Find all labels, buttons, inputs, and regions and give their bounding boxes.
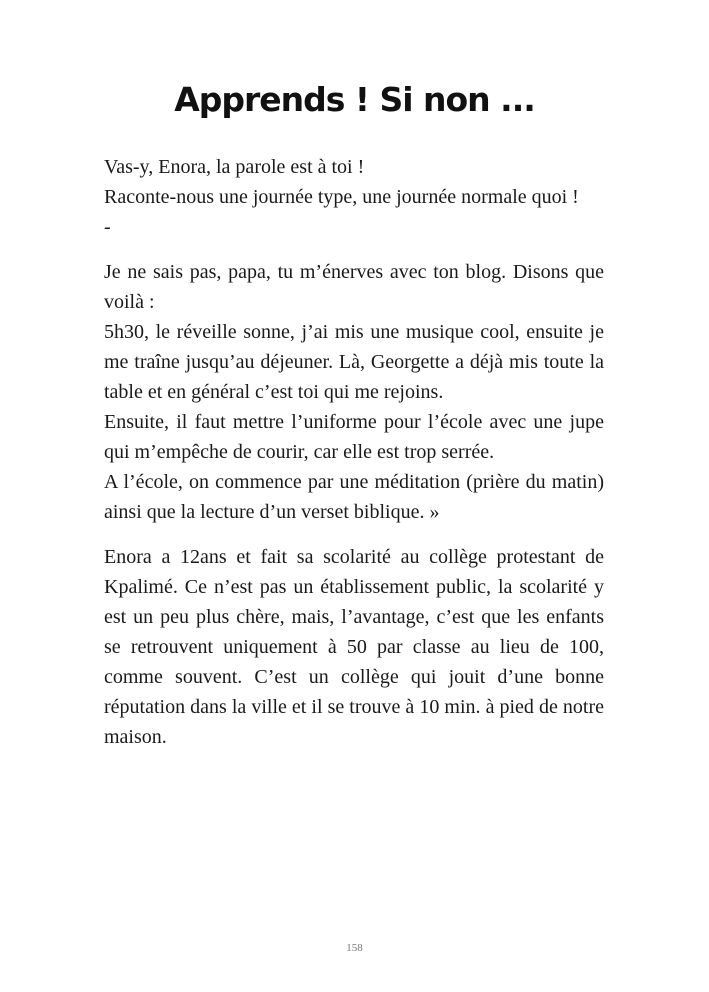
quote-line-2: 5h30, le réveille sonne, j’ai mis une musique cool, ensuite je me traîne jusqu’au déjeuner. Là, Georgette a déjà mis toute la table et en général c’est toi qui me rejoins.	[104, 321, 604, 403]
quote-line-1: Je ne sais pas, papa, tu m’énerves avec ton blog. Disons que voilà :	[104, 261, 604, 313]
quote-line-3: Ensuite, il faut mettre l’uniforme pour l’école avec une jupe qui m’empêche de courir, car elle est trop serrée.	[104, 411, 604, 463]
intro-line-1: Vas-y, Enora, la parole est à toi !	[104, 156, 365, 178]
chapter-title: Apprends ! Si non ...	[174, 80, 535, 119]
chapter-body	[104, 152, 604, 767]
intro-dash: -	[104, 216, 111, 238]
quote-line-4: A l’école, on commence par une méditation (prière du matin) ainsi que la lecture d’un verset biblique. »	[104, 471, 604, 523]
quote-paragraph	[104, 257, 604, 527]
page-number: 158	[346, 942, 363, 954]
narrative-paragraph: Enora a 12ans et fait sa scolarité au collège protestant de Kpalimé. Ce n’est pas un établissement public, la scolarité y est un peu plus chère, mais, l’avantage, c’est que les enfants se retrouvent uniquement à 50 par classe au lieu de 100, comme souvent. C’est un collège qui jouit d’une bonne réputation dans la ville et il se trouve à 10 min. à pied de notre maison.	[104, 546, 604, 748]
intro-paragraph	[104, 152, 604, 242]
intro-line-2: Raconte-nous une journée type, une journée normale quoi !	[104, 186, 579, 208]
